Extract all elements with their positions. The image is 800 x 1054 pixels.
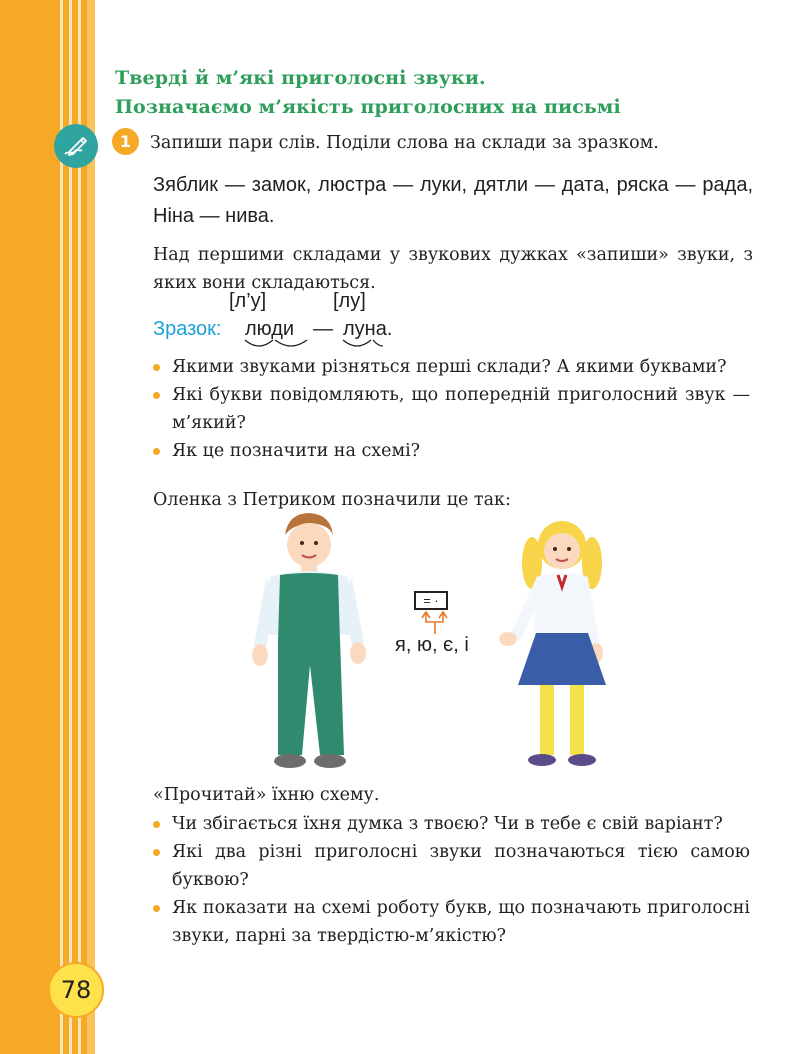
list-item: Чи збігається їхня думка з твоєю? Чи в тебе є свій варіант? bbox=[150, 810, 750, 838]
list-item: Які два різні приголосні звуки позначаються тією самою буквою? bbox=[150, 838, 750, 894]
sample-block bbox=[153, 290, 753, 350]
transcription-2: [лу] bbox=[333, 290, 366, 312]
syllable-arcs bbox=[243, 338, 383, 352]
girl-olenka-illustration bbox=[499, 521, 606, 766]
list-item: Які букви повідомляють, що попередній приголосний звук — м’який? bbox=[150, 381, 750, 437]
instruction-text: Над першими складами у звукових дужках «запиши» звуки, з яких вони складаються. bbox=[153, 245, 753, 293]
lead-text: Оленка з Петриком позначили це так: bbox=[153, 490, 511, 510]
pencil-writing-icon bbox=[54, 124, 98, 168]
soft-vowel-letters: я, ю, є, і bbox=[395, 634, 469, 656]
transcription-1: [л’у] bbox=[229, 290, 267, 312]
list-item: Як це позначити на схемі? bbox=[150, 437, 750, 465]
arrows-icon bbox=[409, 610, 459, 636]
list-item: Як показати на схемі роботу букв, що позначають приголосні звуки, парні за твердістю-м’якістю? bbox=[150, 894, 750, 950]
lesson-title bbox=[115, 64, 775, 122]
question-list-1 bbox=[150, 353, 750, 465]
sample-word-1: люди bbox=[245, 318, 295, 340]
task-text: Запиши пари слів. Поділи слова на склади за зразком. bbox=[150, 133, 659, 153]
sample-word-2: луна. bbox=[343, 318, 393, 340]
task-number-badge: 1 bbox=[112, 128, 139, 155]
sample-dash: — bbox=[313, 318, 333, 340]
boy-petryk-illustration bbox=[252, 513, 366, 768]
title-line-1: Тверді й м’які приголосні звуки. bbox=[115, 67, 486, 89]
title-line-2: Позначаємо м’якість приголосних на письмі bbox=[115, 96, 621, 118]
syllable-scheme-box: = · bbox=[414, 591, 448, 610]
list-item: Якими звуками різняться перші склади? А якими буквами? bbox=[150, 353, 750, 381]
question-list-2 bbox=[150, 810, 750, 950]
read-scheme-text: «Прочитай» їхню схему. bbox=[153, 785, 380, 805]
word-pairs: Зяблик — замок, люстра — луки, дятли — дата, ряска — рада, Ніна — нива. bbox=[153, 174, 753, 227]
page-number: 78 bbox=[48, 962, 104, 1018]
sample-label: Зразок: bbox=[153, 318, 222, 340]
sound-scheme bbox=[395, 590, 515, 665]
